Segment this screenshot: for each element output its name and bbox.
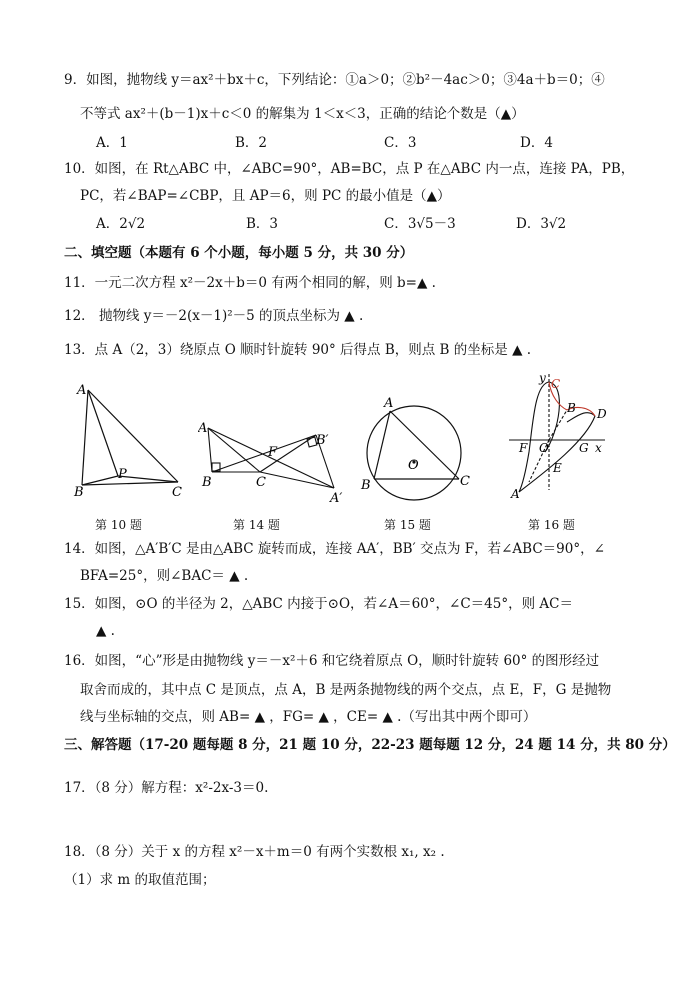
q9-option-b: B．2 (235, 135, 268, 151)
fig16-label-y: y (539, 372, 546, 385)
q10-option-a: A．2√2 (96, 216, 146, 232)
q17: 17．（8 分）解方程：x²-2x-3＝0. (64, 780, 269, 796)
fig10-label-b: B (74, 485, 84, 500)
fig15-caption: 第 15 题 (384, 518, 431, 532)
fig10-label-p: P (118, 467, 127, 482)
q15-line2: ▲ . (96, 623, 115, 639)
q16-line2: 取舍而成的，其中点 C 是顶点，点 A，B 是两条抛物线的两个交点，点 E，F，G 是抛物 (80, 682, 612, 698)
figure-q15 (356, 395, 476, 507)
section-2-heading: 二、填空题（本题有 6 个小题，每小题 5 分，共 30 分） (64, 245, 414, 261)
fig14-label-c: C (256, 475, 266, 490)
q9-option-c: C．3 (384, 135, 417, 151)
fig10-label-c: C (172, 485, 182, 500)
fig16-label-c: C (551, 377, 561, 391)
q9-line1: 9．如图，抛物线 y＝ax²＋bx＋c，下列结论：①a＞0；②b²－4ac＞0；③4a＋b＝0；④ (64, 72, 605, 88)
q14-line2: BFA=25°，则∠BAC＝ ▲ . (80, 568, 249, 584)
figure-q16 (505, 372, 625, 502)
q16-line3: 线与坐标轴的交点，则 AB= ▲ ，FG= ▲ ，CE= ▲ .（写出其中两个即可） (80, 709, 537, 725)
q15-line1: 15．如图，⊙O 的半径为 2，△ABC 内接于⊙O，若∠A＝60°，∠C＝45°，则 AC＝ (64, 596, 573, 612)
q14-line1: 14．如图，△A′B′C 是由△ABC 旋转而成，连接 AA′，BB′ 交点为 F，若∠ABC＝90°，∠ (64, 541, 605, 557)
q10-option-c: C．3√5－3 (384, 216, 456, 232)
fig16-label-a: A (511, 487, 520, 501)
q9-option-d: D．4 (520, 135, 553, 151)
fig16-label-o: O (539, 441, 549, 455)
q10-line1: 10．如图，在 Rt△ABC 中，∠ABC=90°，AB=BC，点 P 在△ABC 内一点，连接 PA，PB， (64, 161, 635, 177)
q11: 11．一元二次方程 x²－2x＋b＝0 有两个相同的解，则 b=▲ . (64, 275, 436, 291)
fig15-label-c: C (460, 474, 470, 489)
fig15-label-b: B (361, 478, 371, 493)
q9-line2: 不等式 ax²＋(b－1)x＋c＜0 的解集为 1＜x＜3，正确的结论个数是（▲） (80, 106, 525, 122)
figure-q10 (70, 380, 200, 505)
q13: 13．点 A（2，3）绕原点 O 顺时针旋转 90° 后得点 B，则点 B 的坐标是 ▲ . (64, 342, 532, 358)
q18-part1: （1）求 m 的取值范围； (64, 872, 216, 888)
fig14-label-a-prime: A′ (330, 491, 343, 506)
fig14-label-a: A (198, 421, 208, 436)
fig16-label-d: D (597, 407, 607, 421)
fig15-label-a: A (384, 396, 394, 411)
q9-option-a: A．1 (96, 135, 128, 151)
figure-q14 (198, 410, 348, 510)
fig14-label-b: B (202, 475, 212, 490)
fig16-label-g: G (579, 441, 589, 455)
section-3-heading: 三、解答题（17-20 题每题 8 分，21 题 10 分，22-23 题每题 12 分，24 题 14 分，共 80 分） (64, 737, 676, 753)
q10-option-d: D．3√2 (516, 216, 567, 232)
q12: 12． 抛物线 y＝－2(x－1)²－5 的顶点坐标为 ▲ . (64, 308, 364, 324)
fig16-caption: 第 16 题 (528, 518, 575, 532)
fig16-label-x: x (595, 441, 602, 455)
q10-option-b: B．3 (246, 216, 279, 232)
fig14-label-f: F (268, 445, 278, 460)
q10-line2: PC，若∠BAP=∠CBP，且 AP＝6，则 PC 的最小值是（▲） (80, 188, 451, 204)
fig16-label-e: E (553, 461, 562, 475)
fig16-label-f: F (519, 441, 528, 455)
q16-line1: 16．如图，“心”形是由抛物线 y＝－x²＋6 和它绕着原点 O，顺时针旋转 60° 的图形经过 (64, 653, 600, 669)
fig10-caption: 第 10 题 (95, 518, 142, 532)
fig15-label-o: O (408, 458, 419, 473)
q18-line1: 18．（8 分）关于 x 的方程 x²－x＋m＝0 有两个实数根 x₁, x₂ . (64, 844, 445, 860)
fig16-label-b: B (567, 401, 576, 415)
fig10-label-a: A (77, 383, 87, 398)
fig14-caption: 第 14 题 (233, 518, 280, 532)
fig14-label-b-prime: B′ (316, 433, 329, 448)
